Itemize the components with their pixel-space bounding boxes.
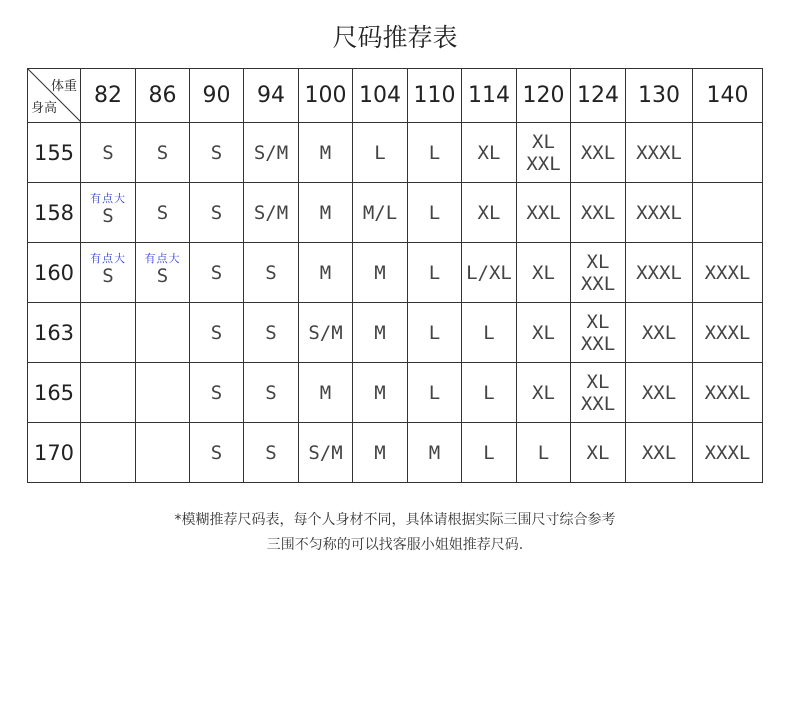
size-value: XL (586, 250, 610, 273)
size-value: XXXL (704, 261, 751, 284)
size-value: L (483, 321, 495, 344)
size-cell (571, 243, 626, 303)
size-cell (462, 303, 517, 363)
size-value: S/M (308, 321, 343, 344)
table-row (28, 243, 763, 303)
size-cell (517, 243, 571, 303)
table-row (28, 123, 763, 183)
height-cell: 163 (28, 303, 81, 363)
size-cell (244, 423, 299, 483)
size-cell (571, 363, 626, 423)
header-row (28, 69, 763, 123)
size-value: XXL (580, 332, 616, 355)
weight-header-cell: 130 (626, 69, 693, 123)
size-cell (462, 183, 517, 243)
height-axis-label: 身高 (31, 101, 58, 116)
size-value: L (374, 141, 386, 164)
height-cell: 165 (28, 363, 81, 423)
size-cell (136, 123, 190, 183)
size-value: L (483, 381, 495, 404)
size-value: L (428, 201, 441, 224)
size-value: XL (532, 261, 555, 284)
size-value: M (374, 261, 386, 284)
size-value: XL (586, 370, 610, 393)
size-cell (693, 363, 763, 423)
fit-note-label: 有点大 (144, 251, 181, 265)
size-value: S (156, 201, 169, 224)
size-cell (136, 183, 190, 243)
size-value: XXL (580, 272, 616, 295)
page-title: 尺码推荐表 (332, 23, 458, 52)
size-cell (136, 363, 190, 423)
weight-header-cell: 82 (81, 69, 136, 123)
size-value: M (374, 381, 386, 404)
size-cell (571, 123, 626, 183)
size-value: M (319, 261, 332, 284)
size-cell (244, 123, 299, 183)
table-row (28, 423, 763, 483)
size-cell (353, 123, 408, 183)
size-cell (408, 303, 462, 363)
corner-header-cell (28, 69, 81, 123)
size-chart-table (27, 68, 763, 483)
size-cell (462, 243, 517, 303)
size-cell (81, 423, 136, 483)
size-value: L (428, 381, 441, 404)
table-row (28, 303, 763, 363)
weight-header-cell: 104 (353, 69, 408, 123)
size-value: S (156, 141, 169, 164)
size-cell (190, 183, 244, 243)
size-value: XL (532, 130, 555, 153)
size-value: L (428, 141, 441, 164)
size-cell (190, 123, 244, 183)
size-cell (693, 303, 763, 363)
size-value: S (102, 204, 114, 227)
size-value: S (156, 264, 169, 287)
size-cell (299, 123, 353, 183)
size-value: S (265, 321, 277, 344)
size-value: S (210, 441, 223, 464)
height-cell: 158 (28, 183, 81, 243)
size-cell (299, 243, 353, 303)
size-value: S (265, 381, 277, 404)
footnote-line-2: 三围不匀称的可以找客服小姐姐推荐尺码. (266, 537, 524, 553)
size-value: XXL (526, 201, 561, 224)
size-cell (626, 303, 693, 363)
weight-header-cell: 140 (693, 69, 763, 123)
size-value: XXL (641, 321, 677, 344)
size-value: XXXL (636, 261, 682, 284)
size-cell (299, 303, 353, 363)
size-cell (353, 423, 408, 483)
weight-header-cell: 86 (136, 69, 190, 123)
size-value: XL (477, 201, 501, 224)
size-value: M (319, 141, 332, 164)
height-cell: 155 (28, 123, 81, 183)
size-cell (693, 183, 763, 243)
size-cell (136, 243, 190, 303)
size-value: XL (586, 310, 610, 333)
size-cell (244, 303, 299, 363)
size-cell (81, 363, 136, 423)
size-value: S/M (253, 201, 289, 224)
size-value: XXL (641, 381, 677, 404)
table-row (28, 363, 763, 423)
weight-header-cell: 90 (190, 69, 244, 123)
size-value: S (210, 321, 223, 344)
weight-header-cell: 110 (408, 69, 462, 123)
size-cell (81, 183, 136, 243)
size-cell (408, 363, 462, 423)
size-value: M (374, 441, 386, 464)
fit-note-label: 有点大 (90, 251, 126, 265)
size-cell (190, 423, 244, 483)
size-cell (190, 303, 244, 363)
size-value: XXL (641, 441, 677, 464)
height-cell: 170 (28, 423, 81, 483)
size-cell (626, 183, 693, 243)
size-value: S (265, 261, 277, 284)
size-value: L (428, 321, 441, 344)
size-cell (626, 123, 693, 183)
size-value: S (102, 264, 114, 287)
footnote-line-1: *模糊推荐尺码表，每个人身材不同，具体请根据实际三围尺寸综合参考 (174, 512, 616, 528)
size-cell (244, 363, 299, 423)
weight-header-cell: 94 (244, 69, 299, 123)
size-value: XXL (580, 201, 616, 224)
size-cell (136, 423, 190, 483)
size-value: XL (586, 441, 610, 464)
size-cell (353, 183, 408, 243)
size-cell (517, 363, 571, 423)
size-cell (353, 363, 408, 423)
size-cell (571, 423, 626, 483)
weight-header-cell: 120 (517, 69, 571, 123)
size-cell (693, 423, 763, 483)
size-value: L (537, 441, 550, 464)
size-cell (299, 423, 353, 483)
fit-note-label: 有点大 (90, 191, 126, 205)
size-value: XXL (580, 392, 616, 415)
size-value: XXXL (704, 441, 751, 464)
size-cell (517, 423, 571, 483)
size-value: XXXL (704, 381, 751, 404)
size-value: XXL (526, 152, 561, 175)
size-cell (408, 243, 462, 303)
size-value: XL (532, 321, 555, 344)
size-value: XXXL (636, 201, 682, 224)
weight-header-cell: 124 (571, 69, 626, 123)
size-cell (408, 423, 462, 483)
size-cell (693, 243, 763, 303)
size-cell (81, 123, 136, 183)
height-cell: 160 (28, 243, 81, 303)
size-value: S (265, 441, 277, 464)
size-value: M (319, 381, 332, 404)
size-value: XL (532, 381, 555, 404)
size-value: S (210, 261, 223, 284)
size-value: XL (477, 141, 501, 164)
size-cell (299, 363, 353, 423)
size-cell (244, 183, 299, 243)
size-cell (517, 183, 571, 243)
size-value: S/M (308, 441, 343, 464)
size-cell (693, 123, 763, 183)
size-value: S/M (253, 141, 289, 164)
size-value: S (210, 201, 223, 224)
size-cell (136, 303, 190, 363)
weight-axis-label: 体重 (50, 79, 77, 94)
size-cell (571, 183, 626, 243)
size-cell (626, 423, 693, 483)
size-cell (517, 123, 571, 183)
weight-header-cell: 114 (462, 69, 517, 123)
size-cell (462, 123, 517, 183)
size-cell (626, 363, 693, 423)
size-value: M (374, 321, 386, 344)
size-value: XXXL (704, 321, 751, 344)
size-cell (81, 243, 136, 303)
size-value: S (210, 141, 223, 164)
size-cell (462, 363, 517, 423)
table-row (28, 183, 763, 243)
size-cell (626, 243, 693, 303)
size-value: M/L (362, 201, 398, 224)
size-cell (571, 303, 626, 363)
size-value: S (102, 141, 114, 164)
size-cell (353, 303, 408, 363)
size-value: XXL (580, 141, 616, 164)
size-cell (81, 303, 136, 363)
size-cell (299, 183, 353, 243)
size-cell (190, 363, 244, 423)
size-value: M (319, 201, 332, 224)
weight-header-cell: 100 (299, 69, 353, 123)
size-value: L (428, 261, 441, 284)
size-cell (190, 243, 244, 303)
size-cell (517, 303, 571, 363)
size-cell (408, 123, 462, 183)
size-cell (244, 243, 299, 303)
size-value: M (428, 441, 441, 464)
size-value: L/XL (466, 261, 512, 284)
size-value: S (210, 381, 223, 404)
size-cell (462, 423, 517, 483)
size-value: XXXL (636, 141, 682, 164)
size-cell (353, 243, 408, 303)
size-value: L (483, 441, 495, 464)
size-cell (408, 183, 462, 243)
